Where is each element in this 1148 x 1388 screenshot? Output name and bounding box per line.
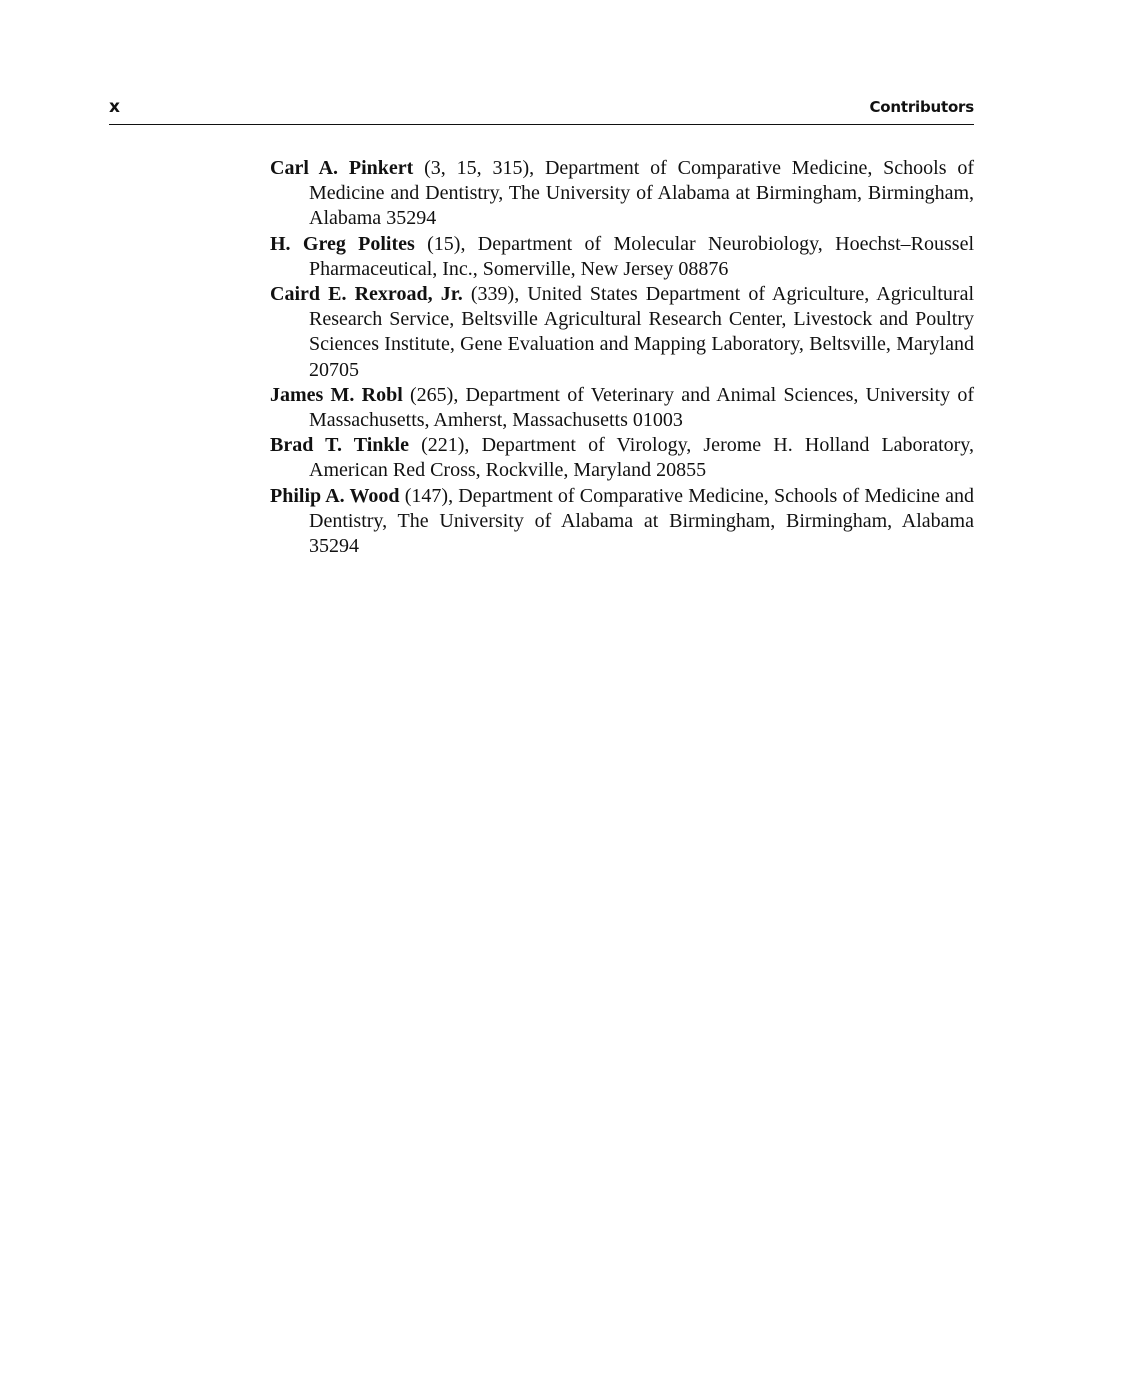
contributors-list [270,156,974,559]
contributor-entry [270,383,974,433]
contributor-details: (221), Department of Virology, Jerome H. Holland Laboratory, American Red Cross, Rockville, Maryland 20855 [309,434,975,482]
contributor-entry [270,232,974,282]
contributor-entry [270,433,974,483]
contributor-name: Carl A. Pinkert [270,157,414,179]
contributor-entry [270,156,974,232]
contributor-details: (15), Department of Molecular Neurobiology, Hoechst–Roussel Pharmaceutical, Inc., Somerville, New Jersey 08876 [309,232,975,280]
contributor-details: (147), Department of Comparative Medicine, Schools of Medicine and Dentistry, The University of Alabama at Birmingham, Birmingham, Alabama 35294 [309,484,974,558]
header-rule [109,124,974,125]
contributor-name: Caird E. Rexroad, Jr. [270,283,463,306]
page-header [109,96,974,120]
contributor-details: (265), Department of Veterinary and Animal Sciences, University of Massachusetts, Amherst, Massachusetts 01003 [309,383,974,432]
contributor-entry [270,484,974,560]
contributor-name: H. Greg Polites [270,232,415,255]
running-head: Contributors [869,98,974,116]
contributor-details: (339), United States Department of Agriculture, Agricultural Research Service, Beltsville Agricultural Research Center, Livestock and Poultry Sciences Institute, Gene Evaluation and Mapping Laboratory, Beltsville, Maryland 20705 [309,283,974,381]
contributor-details: (3, 15, 315), Department of Comparative Medicine, Schools of Medicine and Dentistry, The University of Alabama at Birmingham, Birmingham, Alabama 35294 [309,157,974,230]
page-number: x [109,97,120,117]
contributor-name: Philip A. Wood [270,484,400,507]
contributor-name: James M. Robl [270,383,403,406]
contributor-entry [270,282,974,383]
contributor-name: Brad T. Tinkle [270,434,409,457]
